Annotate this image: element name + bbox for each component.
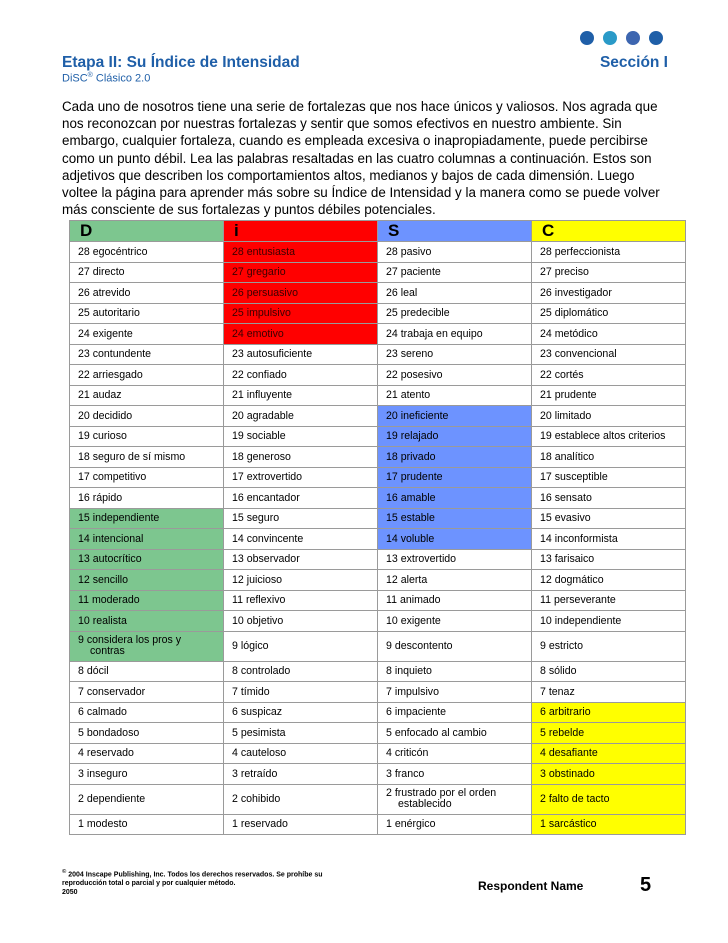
table-row	[70, 549, 686, 570]
cell-d: 14 intencional	[70, 529, 224, 550]
cell-s: 3 franco	[378, 764, 532, 785]
cell-i: 20 agradable	[224, 406, 378, 427]
cell-d: 22 arriesgado	[70, 365, 224, 386]
cell-s: 21 atento	[378, 385, 532, 406]
cell-i: 26 persuasivo	[224, 283, 378, 304]
cell-i: 17 extrovertido	[224, 467, 378, 488]
table-row	[70, 590, 686, 611]
cell-s: 8 inquieto	[378, 661, 532, 682]
cell-d: 5 bondadoso	[70, 723, 224, 744]
cell-c: 20 limitado	[532, 406, 686, 427]
cell-i: 25 impulsivo	[224, 303, 378, 324]
table-row	[70, 661, 686, 682]
table-row	[70, 764, 686, 785]
cell-d: 20 decidido	[70, 406, 224, 427]
cell-c: 19 establece altos criterios	[532, 426, 686, 447]
table-row	[70, 488, 686, 509]
cell-s: 9 descontento	[378, 631, 532, 661]
cell-i: 4 cauteloso	[224, 743, 378, 764]
cell-i: 23 autosuficiente	[224, 344, 378, 365]
table-row	[70, 283, 686, 304]
cell-s: 25 predecible	[378, 303, 532, 324]
cell-c: 4 desafiante	[532, 743, 686, 764]
cell-c: 10 independiente	[532, 611, 686, 632]
cell-c: 24 metódico	[532, 324, 686, 345]
cell-c: 23 convencional	[532, 344, 686, 365]
cell-s: 2 frustrado por el orden establecido	[378, 784, 532, 814]
column-header-s: S	[378, 221, 532, 242]
cell-d: 16 rápido	[70, 488, 224, 509]
cell-d: 1 modesto	[70, 814, 224, 835]
cell-d: 11 moderado	[70, 590, 224, 611]
cell-c: 13 farisaico	[532, 549, 686, 570]
table-row	[70, 426, 686, 447]
table-header-row	[70, 221, 686, 242]
cell-d: 10 realista	[70, 611, 224, 632]
cell-d: 21 audaz	[70, 385, 224, 406]
table-row	[70, 467, 686, 488]
cell-s: 7 impulsivo	[378, 682, 532, 703]
table-row	[70, 570, 686, 591]
cell-s: 22 posesivo	[378, 365, 532, 386]
cell-d: 28 egocéntrico	[70, 242, 224, 263]
cell-d: 25 autoritario	[70, 303, 224, 324]
cell-c: 27 preciso	[532, 262, 686, 283]
cell-i: 28 entusiasta	[224, 242, 378, 263]
table-row	[70, 682, 686, 703]
cell-s: 17 prudente	[378, 467, 532, 488]
cell-c: 8 sólido	[532, 661, 686, 682]
cell-d: 26 atrevido	[70, 283, 224, 304]
copyright-footer: © 2004 Inscape Publishing, Inc. Todos los derechos reservados. Se prohíbe su reproducción total o parcial y por cualquier método. 2050	[62, 869, 323, 897]
cell-s: 19 relajado	[378, 426, 532, 447]
cell-i: 3 retraído	[224, 764, 378, 785]
dot-icon	[580, 31, 594, 45]
cell-d: 13 autocrítico	[70, 549, 224, 570]
cell-i: 5 pesimista	[224, 723, 378, 744]
cell-s: 18 privado	[378, 447, 532, 468]
cell-s: 10 exigente	[378, 611, 532, 632]
cell-i: 24 emotivo	[224, 324, 378, 345]
cell-c: 9 estricto	[532, 631, 686, 661]
table-row	[70, 611, 686, 632]
cell-i: 11 reflexivo	[224, 590, 378, 611]
cell-d: 15 independiente	[70, 508, 224, 529]
table-row	[70, 529, 686, 550]
table-row	[70, 447, 686, 468]
cell-s: 28 pasivo	[378, 242, 532, 263]
cell-d: 3 inseguro	[70, 764, 224, 785]
cell-i: 2 cohibido	[224, 784, 378, 814]
cell-d: 4 reservado	[70, 743, 224, 764]
cell-c: 22 cortés	[532, 365, 686, 386]
cell-d: 19 curioso	[70, 426, 224, 447]
cell-c: 11 perseverante	[532, 590, 686, 611]
cell-s: 20 ineficiente	[378, 406, 532, 427]
cell-s: 23 sereno	[378, 344, 532, 365]
cell-i: 21 influyente	[224, 385, 378, 406]
cell-c: 12 dogmático	[532, 570, 686, 591]
cell-i: 6 suspicaz	[224, 702, 378, 723]
cell-s: 15 estable	[378, 508, 532, 529]
column-header-c: C	[532, 221, 686, 242]
respondent-name: Respondent Name	[478, 879, 584, 893]
table-row	[70, 814, 686, 835]
cell-d: 17 competitivo	[70, 467, 224, 488]
page-title: Etapa II: Su Índice de Intensidad	[62, 54, 300, 71]
cell-d: 8 dócil	[70, 661, 224, 682]
page-number: 5	[640, 874, 652, 896]
column-header-i: i	[224, 221, 378, 242]
cell-d: 23 contundente	[70, 344, 224, 365]
cell-i: 22 confiado	[224, 365, 378, 386]
dot-icon	[649, 31, 663, 45]
cell-c: 14 inconformista	[532, 529, 686, 550]
cell-c: 5 rebelde	[532, 723, 686, 744]
cell-c: 18 analítico	[532, 447, 686, 468]
cell-s: 4 criticón	[378, 743, 532, 764]
cell-i: 8 controlado	[224, 661, 378, 682]
cell-s: 5 enfocado al cambio	[378, 723, 532, 744]
cell-s: 14 voluble	[378, 529, 532, 550]
decorative-dots	[580, 31, 663, 45]
cell-s: 6 impaciente	[378, 702, 532, 723]
cell-c: 17 susceptible	[532, 467, 686, 488]
intensity-table	[69, 220, 686, 835]
cell-i: 14 convincente	[224, 529, 378, 550]
cell-c: 7 tenaz	[532, 682, 686, 703]
cell-i: 13 observador	[224, 549, 378, 570]
cell-i: 9 lógico	[224, 631, 378, 661]
table-row	[70, 242, 686, 263]
cell-s: 24 trabaja en equipo	[378, 324, 532, 345]
cell-s: 1 enérgico	[378, 814, 532, 835]
table-row	[70, 723, 686, 744]
cell-c: 3 obstinado	[532, 764, 686, 785]
table-row	[70, 784, 686, 814]
table-row	[70, 365, 686, 386]
cell-d: 7 conservador	[70, 682, 224, 703]
table-row	[70, 262, 686, 283]
cell-c: 28 perfeccionista	[532, 242, 686, 263]
cell-i: 16 encantador	[224, 488, 378, 509]
dot-icon	[626, 31, 640, 45]
cell-i: 10 objetivo	[224, 611, 378, 632]
table-row	[70, 406, 686, 427]
cell-c: 26 investigador	[532, 283, 686, 304]
cell-s: 13 extrovertido	[378, 549, 532, 570]
cell-c: 2 falto de tacto	[532, 784, 686, 814]
cell-d: 24 exigente	[70, 324, 224, 345]
cell-d: 2 dependiente	[70, 784, 224, 814]
table-row	[70, 344, 686, 365]
table-row	[70, 385, 686, 406]
cell-i: 15 seguro	[224, 508, 378, 529]
cell-i: 19 sociable	[224, 426, 378, 447]
cell-d: 18 seguro de sí mismo	[70, 447, 224, 468]
cell-i: 27 gregario	[224, 262, 378, 283]
cell-c: 25 diplomático	[532, 303, 686, 324]
cell-c: 21 prudente	[532, 385, 686, 406]
table-row	[70, 508, 686, 529]
cell-s: 12 alerta	[378, 570, 532, 591]
cell-d: 6 calmado	[70, 702, 224, 723]
table-row	[70, 702, 686, 723]
cell-s: 11 animado	[378, 590, 532, 611]
product-subtitle: DiSC® Clásico 2.0	[62, 72, 151, 85]
table-row	[70, 324, 686, 345]
dot-icon	[603, 31, 617, 45]
cell-s: 26 leal	[378, 283, 532, 304]
table-row	[70, 303, 686, 324]
table-row	[70, 743, 686, 764]
cell-c: 6 arbitrario	[532, 702, 686, 723]
section-label: Sección I	[599, 54, 668, 71]
cell-c: 15 evasivo	[532, 508, 686, 529]
cell-i: 12 juicioso	[224, 570, 378, 591]
cell-i: 1 reservado	[224, 814, 378, 835]
cell-i: 7 tímido	[224, 682, 378, 703]
cell-s: 16 amable	[378, 488, 532, 509]
cell-d: 12 sencillo	[70, 570, 224, 591]
table-row	[70, 631, 686, 661]
cell-d: 27 directo	[70, 262, 224, 283]
cell-c: 16 sensato	[532, 488, 686, 509]
cell-i: 18 generoso	[224, 447, 378, 468]
column-header-d: D	[70, 221, 224, 242]
cell-c: 1 sarcástico	[532, 814, 686, 835]
cell-s: 27 paciente	[378, 262, 532, 283]
cell-d: 9 considera los pros y contras	[70, 631, 224, 661]
intro-paragraph: Cada uno de nosotros tiene una serie de fortalezas que nos hace únicos y valiosos. Nos agrada que nos reconozcan por nuestras fortalezas y sentir que somos efectivos en nuestro ambiente. Sin embargo, cualquier fortaleza, cuando es empleada excesiva o inapropiadamente, puede percibirse como un punto débil. Lea las palabras resaltadas en las cuatro columnas a continuación. Estos son adjetivos que describen los comportamientos altos, medianos y bajos de cada dimensión. Luego voltee la página para aprender más sobre su Índice de Intensidad y la manera como se puede volver más consciente de sus fortalezas y puntos débiles potenciales.	[62, 99, 660, 218]
